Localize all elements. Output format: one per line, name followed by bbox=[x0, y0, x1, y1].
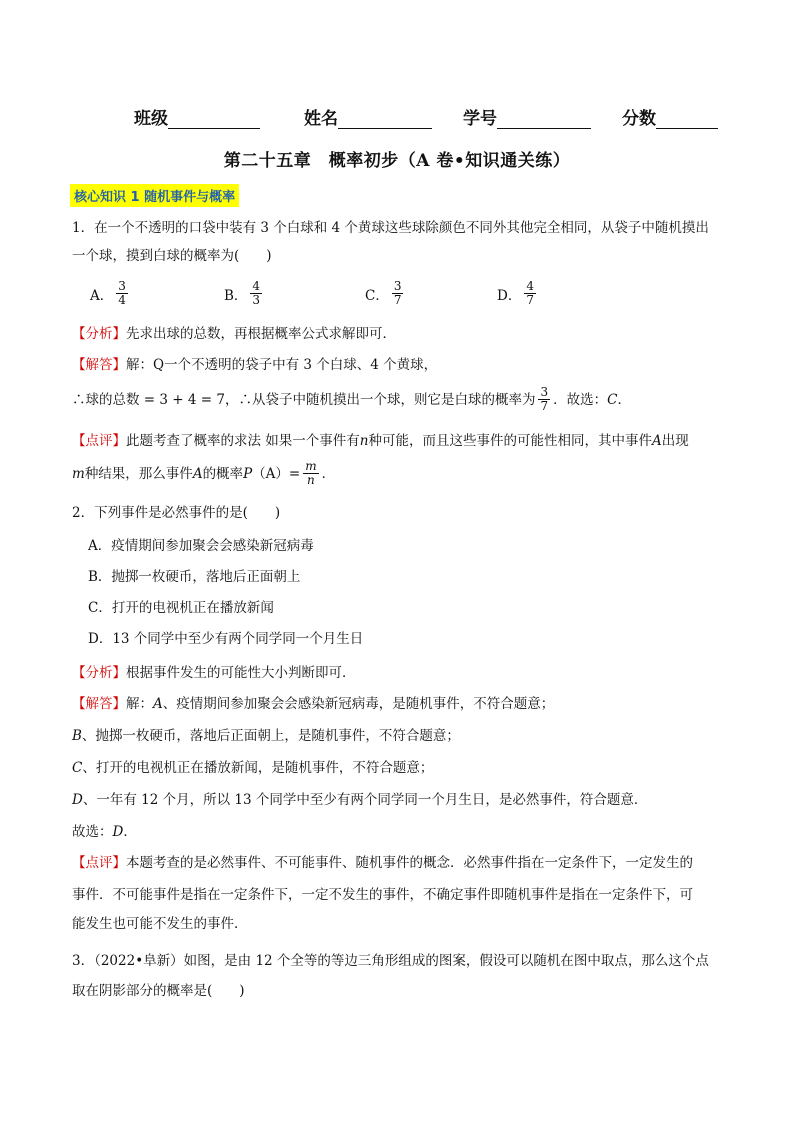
page-title: 第二十五章 概率初步（A 卷•知识通关练） bbox=[223, 151, 571, 171]
q1-option-a[interactable]: A． $\frac{3}{4}$ bbox=[90, 279, 126, 307]
section-heading: 核心知识 1 随机事件与概率 bbox=[70, 184, 239, 207]
q1-analysis: 【分析】先求出球的总数，再根据概率公式求解即可． bbox=[72, 326, 396, 342]
fraction: $\frac{3}{4}$ bbox=[118, 279, 126, 307]
q1-option-b[interactable]: B． $\frac{4}{3}$ bbox=[224, 279, 261, 307]
q2-conclusion: 故选：D． bbox=[72, 824, 137, 840]
q2-stem: 2．下列事件是必然事件的是( ) bbox=[72, 505, 281, 521]
q2-comment-line3: 能发生也可能不发生的事件． bbox=[72, 916, 248, 932]
id-blank[interactable] bbox=[497, 110, 591, 129]
q2-option-c[interactable]: C．打开的电视机正在播放新闻 bbox=[88, 600, 274, 616]
q2-analysis: 【分析】根据事件发生的可能性大小判断即可． bbox=[72, 665, 356, 681]
q2-comment-line1: 【点评】本题考查的是必然事件、不可能事件、随机事件的概念．必然事件指在一定条件下，一定发生的 bbox=[72, 855, 693, 871]
q2-answer-line3: C、打开的电视机正在播放新闻，是随机事件，不符合题意； bbox=[72, 760, 434, 776]
name-field[interactable]: 姓名 bbox=[304, 104, 432, 129]
fraction: $\frac{4}{7}$ bbox=[526, 279, 534, 307]
q1-comment-line1: 【点评】此题考查了概率的求法 如果一个事件有n种可能，而且这些事件的可能性相同，其中事件A出现 bbox=[72, 433, 689, 449]
class-blank[interactable] bbox=[168, 110, 260, 129]
q3-stem-line2: 取在阴影部分的概率是( ) bbox=[72, 983, 245, 999]
fraction: $\frac{m}{n}$ bbox=[305, 459, 317, 487]
q2-answer-line2: B、抛掷一枚硬币，落地后正面朝上，是随机事件，不符合题意； bbox=[72, 728, 460, 744]
q1-stem-line2: 一个球，摸到白球的概率为( ) bbox=[72, 248, 272, 264]
q2-comment-line2: 事件．不可能事件是指在一定条件下，一定不发生的事件，不确定事件即随机事件是指在一定条件下，可 bbox=[72, 887, 693, 903]
name-blank[interactable] bbox=[338, 110, 432, 129]
q1-answer-line1: 【解答】解：Q一个不透明的袋子中有 3 个白球、4 个黄球， bbox=[72, 357, 438, 373]
q2-option-d[interactable]: D．13 个同学中至少有两个同学同一个月生日 bbox=[88, 631, 364, 647]
fraction: $\frac{3}{7}$ bbox=[393, 279, 402, 307]
q3-stem-line1: 3．（2022•阜新）如图，是由 12 个全等的等边三角形组成的图案，假设可以随机在图中取点，那么这个点 bbox=[72, 953, 709, 969]
q1-option-c[interactable]: C． $\frac{3}{7}$ bbox=[365, 279, 402, 307]
q2-answer-line4: D、一年有 12 个月，所以 13 个同学中至少有两个同学同一个月生日，是必然事件，符合题意． bbox=[72, 792, 648, 808]
q1-comment-line2: m 种结果，那么事件 A 的概率 P （A）= $\frac{m}{n}$ ． bbox=[72, 459, 336, 487]
class-field[interactable]: 班级 bbox=[134, 104, 260, 129]
q1-option-d[interactable]: D． $\frac{4}{7}$ bbox=[497, 279, 534, 307]
q2-option-b[interactable]: B．抛掷一枚硬币，落地后正面朝上 bbox=[88, 569, 301, 585]
score-field[interactable]: 分数 bbox=[622, 104, 718, 129]
fraction: $\frac{4}{3}$ bbox=[252, 279, 261, 307]
fraction: $\frac{3}{7}$ bbox=[540, 385, 549, 413]
q2-option-a[interactable]: A．疫情期间参加聚会会感染新冠病毒 bbox=[88, 538, 314, 554]
q1-stem-line1: 1．在一个不透明的口袋中装有 3 个白球和 4 个黄球这些球除颜色不同外其他完全相同，从袋子中随机摸出 bbox=[72, 220, 709, 236]
student-id-field[interactable]: 学号 bbox=[463, 104, 591, 129]
score-blank[interactable] bbox=[656, 110, 718, 129]
q1-answer-line2: ∴球的总数 = 3 + 4 = 7，∴从袋子中随机摸出一个球，则它是白球的概率为 $\frac{3}{7}$ ．故选： C ． bbox=[72, 385, 631, 413]
q2-answer-line1: 【解答】解：A、疫情期间参加聚会会感染新冠病毒，是随机事件，不符合题意； bbox=[72, 696, 555, 712]
